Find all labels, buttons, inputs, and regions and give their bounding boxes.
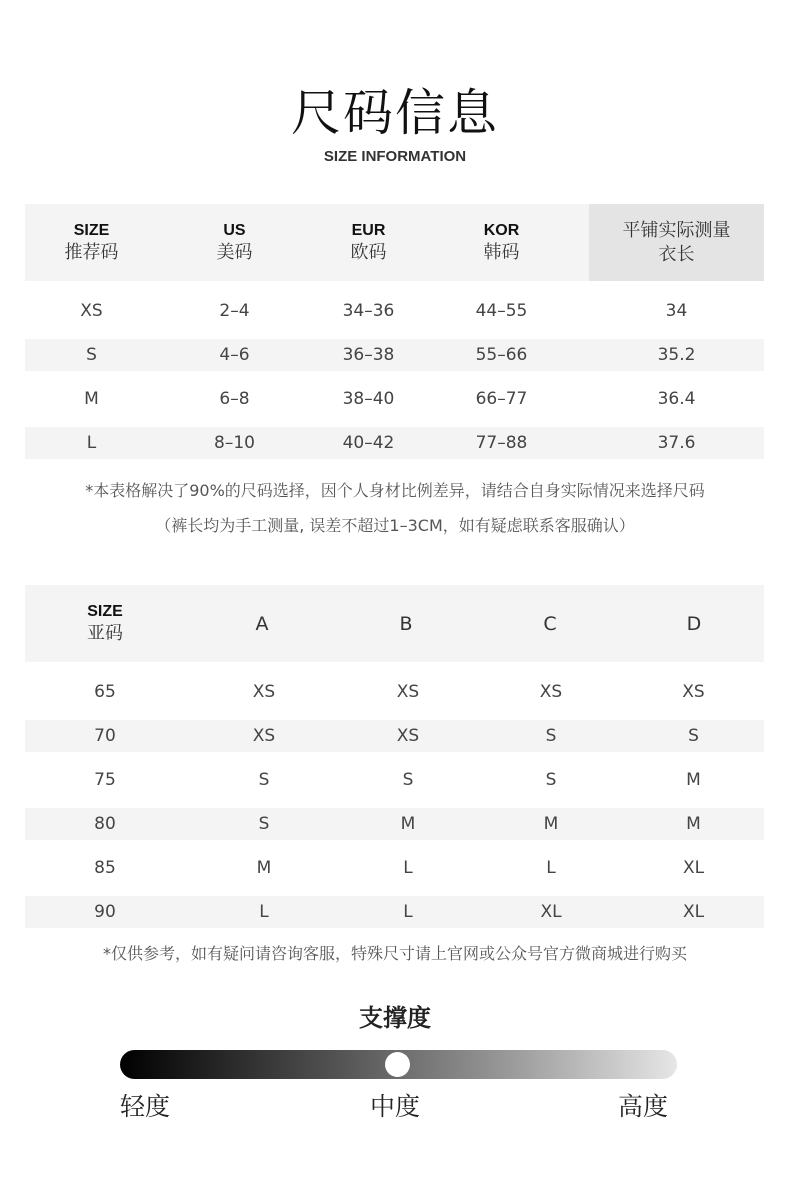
table-cell: XS: [80, 301, 103, 321]
page-subtitle: SIZE INFORMATION: [323, 148, 467, 165]
table-cell: 85: [94, 858, 116, 878]
table-cell: 65: [94, 682, 116, 702]
col-header-c: [478, 585, 622, 662]
table-cell: S: [545, 770, 557, 790]
table-cell: S: [258, 770, 270, 790]
table-cell: 44–55: [475, 301, 528, 321]
table-cell: XS: [396, 726, 420, 746]
col-header-en: SIZE: [87, 602, 123, 620]
cup-table-header: [25, 585, 764, 662]
table-cell: 37.6: [657, 433, 696, 453]
col-header-cn: 美码: [216, 241, 253, 263]
table-cell: 66–77: [475, 389, 528, 409]
table-cell: 70: [94, 726, 116, 746]
page-title: 尺码信息: [291, 84, 499, 142]
col-header-size: [25, 585, 185, 662]
col-header-label: C: [543, 612, 557, 635]
col-header-kor: [435, 204, 568, 281]
size-table: [25, 204, 764, 459]
measurement-note: （裤长均为手工测量, 误差不超过1–3CM，如有疑虑联系客服确认）: [155, 516, 635, 535]
table-row: [25, 427, 764, 459]
col-header-us: [168, 204, 301, 281]
reference-note: *仅供参考，如有疑问请咨询客服，特殊尺寸请上官网或公众号官方微商城进行购买: [102, 944, 687, 963]
col-header-en: KOR: [483, 221, 520, 239]
table-row: [25, 339, 764, 371]
col-header-cn: 欧码: [350, 241, 387, 263]
table-cell: XS: [252, 726, 276, 746]
col-header-cn: 推荐码: [64, 241, 119, 263]
col-header-en: SIZE: [73, 221, 110, 239]
table-cell: S: [402, 770, 414, 790]
col-header-b: [334, 585, 478, 662]
table-cell: M: [686, 814, 701, 834]
table-cell: 34: [665, 301, 688, 321]
col-header-cn-sub: 衣长: [658, 243, 695, 265]
size-table-header: [25, 204, 764, 281]
support-level-indicator: [385, 1052, 410, 1077]
table-cell: L: [403, 902, 413, 922]
table-cell: 40–42: [342, 433, 395, 453]
table-cell: 6–8: [219, 389, 250, 409]
table-cell: 8–10: [214, 433, 255, 453]
table-cell: XL: [682, 858, 705, 878]
col-header-d: [622, 585, 766, 662]
col-header-en: EUR: [351, 221, 386, 239]
table-cell: XL: [540, 902, 562, 922]
table-row: [25, 720, 764, 752]
table-cell: S: [86, 345, 97, 365]
table-row: [25, 676, 764, 708]
support-level-medium: 中度: [370, 1092, 421, 1121]
table-cell: M: [400, 814, 416, 834]
table-cell: XS: [539, 682, 563, 702]
table-cell: 34–36: [342, 301, 395, 321]
table-cell: L: [86, 433, 97, 453]
table-cell: 4–6: [219, 345, 250, 365]
table-row: [25, 808, 764, 840]
size-note: *本表格解决了90%的尺码选择，因个人身材比例差异，请结合自身实际情况来选择尺码: [85, 481, 705, 500]
table-cell: XL: [682, 902, 705, 922]
table-cell: S: [688, 726, 699, 746]
support-level-light: 轻度: [120, 1092, 171, 1121]
table-cell: L: [259, 902, 269, 922]
table-cell: 35.2: [657, 345, 696, 365]
support-level-title: 支撑度: [359, 1004, 431, 1032]
col-header-label: D: [686, 612, 702, 635]
col-header-size: [25, 204, 158, 281]
table-cell: XS: [396, 682, 420, 702]
table-cell: 36–38: [342, 345, 395, 365]
table-cell: 38–40: [342, 389, 395, 409]
support-level-high: 高度: [618, 1092, 669, 1121]
table-cell: 55–66: [475, 345, 528, 365]
col-header-cn: 韩码: [483, 241, 520, 263]
cup-size-table: [25, 585, 764, 929]
col-header-label: A: [255, 612, 269, 635]
col-header-label: B: [399, 612, 413, 635]
table-row: [25, 852, 764, 884]
table-cell: 90: [94, 902, 116, 922]
table-cell: L: [546, 858, 556, 878]
table-cell: XS: [682, 682, 705, 702]
col-header-a: [190, 585, 334, 662]
table-cell: 75: [94, 770, 116, 790]
col-header-cn: 亚码: [87, 622, 123, 644]
table-cell: 77–88: [475, 433, 528, 453]
col-header-cn: 平铺实际测量: [622, 219, 731, 241]
table-cell: M: [686, 770, 701, 790]
table-cell: 36.4: [657, 389, 696, 409]
col-header-eur: [302, 204, 435, 281]
table-cell: 2–4: [219, 301, 250, 321]
table-cell: S: [258, 814, 270, 834]
table-cell: M: [84, 389, 99, 409]
table-row: [25, 764, 764, 796]
table-cell: M: [543, 814, 559, 834]
col-header-en: US: [223, 221, 246, 239]
table-cell: S: [545, 726, 557, 746]
table-cell: XS: [252, 682, 276, 702]
table-row: [25, 383, 764, 415]
table-row: [25, 896, 764, 928]
table-cell: M: [256, 858, 272, 878]
col-header-length: [589, 204, 764, 281]
table-cell: L: [403, 858, 413, 878]
table-row: [25, 295, 764, 327]
table-cell: 80: [94, 814, 116, 834]
